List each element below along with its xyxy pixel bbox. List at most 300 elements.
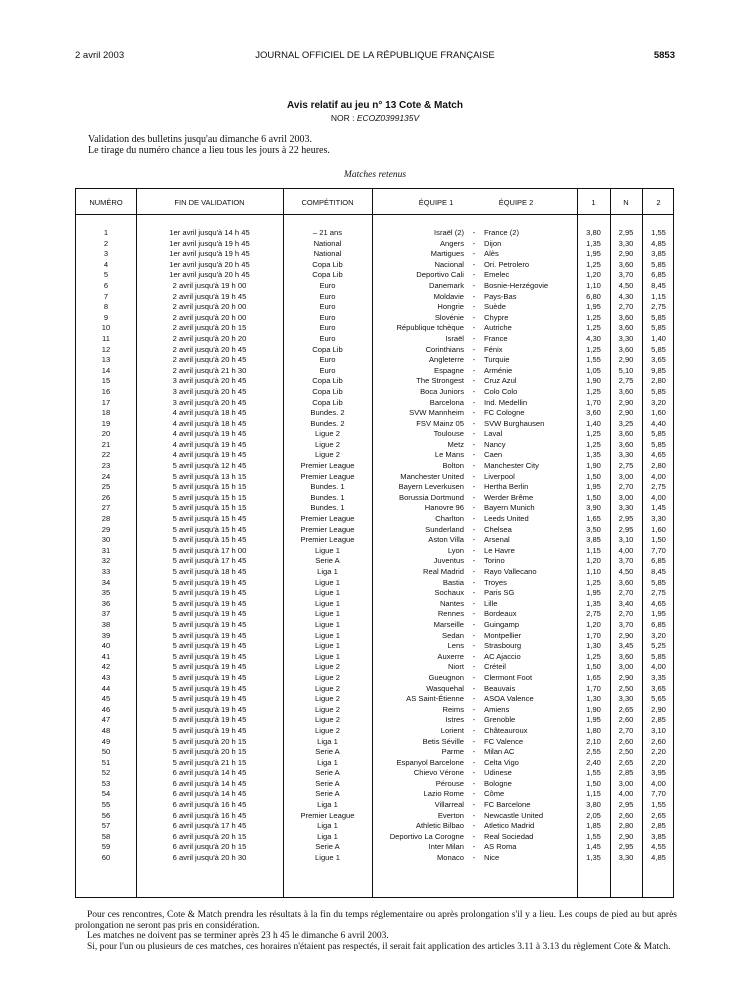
table-row xyxy=(76,472,673,483)
odds-1: 1,95 xyxy=(586,715,601,725)
odds-n: 3,00 xyxy=(618,662,634,672)
odds-2: 9,85 xyxy=(651,365,666,375)
match-number: 54 xyxy=(101,789,111,799)
team-separator: - xyxy=(472,535,476,545)
odds-2: 3,65 xyxy=(651,683,666,693)
odds-2: 3,20 xyxy=(651,630,666,640)
validation-end: 5 avril jusqu'à 15 h 45 xyxy=(172,514,247,524)
validation-end: 5 avril jusqu'à 19 h 45 xyxy=(172,588,247,598)
team-1: République tchèque xyxy=(396,323,464,333)
odds-n: 3,60 xyxy=(618,429,634,439)
table-row xyxy=(76,398,673,409)
column-header-fin-validation: FIN DE VALIDATION xyxy=(174,198,245,207)
odds-1: 2,05 xyxy=(586,810,601,820)
table-row xyxy=(76,673,673,684)
team-separator: - xyxy=(472,694,476,704)
odds-n: 3,30 xyxy=(618,694,634,704)
table-row xyxy=(76,546,673,557)
match-number: 19 xyxy=(101,418,111,428)
competition: Ligue 1 xyxy=(315,609,340,619)
column-header-equipe-1: ÉQUIPE 1 xyxy=(418,198,454,207)
team-separator: - xyxy=(472,853,476,863)
match-number: 15 xyxy=(101,376,111,386)
odds-2: 8,45 xyxy=(651,280,666,290)
odds-1: 1,90 xyxy=(586,376,601,386)
competition: Ligue 1 xyxy=(315,641,340,651)
table-caption: Matches retenus xyxy=(343,170,407,180)
team-2: Créteil xyxy=(484,662,506,672)
odds-1: 1,95 xyxy=(586,302,601,312)
team-2: Pays-Bas xyxy=(484,291,517,301)
odds-1: 1,95 xyxy=(586,249,601,259)
odds-1: 3,60 xyxy=(586,408,601,418)
odds-2: 4,85 xyxy=(651,853,666,863)
match-number: 24 xyxy=(101,471,111,481)
odds-2: 4,00 xyxy=(651,662,666,672)
odds-1: 1,20 xyxy=(586,556,601,566)
competition: – 21 ans xyxy=(312,228,343,237)
odds-2: 4,85 xyxy=(651,238,666,248)
odds-n: 3,40 xyxy=(618,598,634,608)
odds-1: 1,50 xyxy=(586,492,601,502)
table-row xyxy=(76,270,673,281)
validation-end: 5 avril jusqu'à 19 h 45 xyxy=(172,630,247,640)
match-number: 2 xyxy=(103,238,109,248)
team-separator: - xyxy=(472,524,476,534)
team-1: Bolton xyxy=(442,461,464,471)
odds-1: 3,50 xyxy=(586,524,601,534)
table-row xyxy=(76,429,673,440)
odds-2: 2,75 xyxy=(651,588,666,598)
team-separator: - xyxy=(472,651,476,661)
table-row xyxy=(76,419,673,430)
validation-end: 3 avril jusqu'à 20 h 45 xyxy=(172,386,247,396)
competition: Ligue 2 xyxy=(315,672,340,682)
match-number: 4 xyxy=(103,259,109,269)
team-separator: - xyxy=(472,789,476,799)
validation-end: 2 avril jusqu'à 20 h 45 xyxy=(172,355,247,365)
table-row xyxy=(76,652,673,663)
match-number: 38 xyxy=(101,619,111,629)
team-2: Beauvais xyxy=(484,683,516,693)
team-2: Turquie xyxy=(484,355,510,365)
odds-2: 5,85 xyxy=(651,312,666,322)
odds-n: 2,80 xyxy=(618,821,634,831)
team-separator: - xyxy=(472,747,476,757)
odds-2: 4,40 xyxy=(651,418,666,428)
match-number: 45 xyxy=(101,694,111,704)
match-number: 25 xyxy=(101,482,111,492)
odds-n: 4,30 xyxy=(618,291,634,301)
team-2: France (2) xyxy=(484,228,520,237)
match-number: 5 xyxy=(103,270,109,280)
column-header-1: 1 xyxy=(591,198,596,207)
odds-2: 5,85 xyxy=(651,323,666,333)
match-number: 40 xyxy=(101,641,111,651)
competition: Bundes. 2 xyxy=(310,408,345,418)
validation-end: 5 avril jusqu'à 17 h 45 xyxy=(172,556,247,566)
team-2: Nice xyxy=(484,853,500,863)
validation-end: 5 avril jusqu'à 19 h 45 xyxy=(172,598,247,608)
team-2: Manchester City xyxy=(484,461,539,471)
team-2: Hertha Berlin xyxy=(484,482,529,492)
team-separator: - xyxy=(472,471,476,481)
match-number: 8 xyxy=(103,302,109,312)
team-separator: - xyxy=(472,355,476,365)
team-separator: - xyxy=(472,238,476,248)
odds-n: 2,65 xyxy=(618,704,634,714)
odds-2: 1,55 xyxy=(651,228,666,237)
odds-2: 2,90 xyxy=(651,704,666,714)
odds-1: 1,50 xyxy=(586,778,601,788)
team-2: Bordeaux xyxy=(484,609,517,619)
team-1: Toulouse xyxy=(433,429,464,439)
table-row xyxy=(76,620,673,631)
header-date: 2 avril 2003 xyxy=(75,50,125,61)
team-separator: - xyxy=(472,249,476,259)
odds-1: 4,30 xyxy=(586,333,601,343)
table-row xyxy=(76,578,673,589)
odds-n: 3,70 xyxy=(618,270,634,280)
odds-1: 1,35 xyxy=(586,853,601,863)
match-number: 23 xyxy=(101,461,111,471)
competition: Ligue 2 xyxy=(315,450,340,460)
team-2: Real Sociedad xyxy=(484,831,534,841)
odds-n: 2,90 xyxy=(618,672,634,682)
odds-1: 1,35 xyxy=(586,238,601,248)
match-number: 55 xyxy=(101,800,111,810)
table-row xyxy=(76,789,673,800)
team-2: Autriche xyxy=(484,323,512,333)
validation-end: 2 avril jusqu'à 20 h 15 xyxy=(172,323,247,333)
team-1: Parme xyxy=(441,747,464,757)
team-2: Alès xyxy=(484,249,499,259)
team-separator: - xyxy=(472,397,476,407)
team-2: Caen xyxy=(484,450,503,460)
table-row xyxy=(76,482,673,493)
odds-2: 4,00 xyxy=(651,778,666,788)
table-row xyxy=(76,292,673,303)
competition: Premier League xyxy=(300,535,355,545)
odds-n: 2,90 xyxy=(618,630,634,640)
table-row xyxy=(76,609,673,620)
odds-2: 2,65 xyxy=(651,810,666,820)
odds-n: 2,90 xyxy=(618,408,634,418)
match-number: 34 xyxy=(101,577,111,587)
competition: Bundes. 1 xyxy=(310,482,345,492)
matches-rows xyxy=(76,228,673,864)
table-row xyxy=(76,758,673,769)
team-separator: - xyxy=(472,429,476,439)
competition: Serie A xyxy=(315,747,340,757)
odds-2: 2,80 xyxy=(651,461,666,471)
odds-1: 1,40 xyxy=(586,418,601,428)
team-2: Colo Colo xyxy=(484,386,518,396)
competition: Serie A xyxy=(315,842,340,852)
team-2: Grenoble xyxy=(484,715,516,725)
team-1: Nacional xyxy=(434,259,464,269)
validation-end: 1er avril jusqu'à 20 h 45 xyxy=(169,270,250,280)
odds-n: 2,95 xyxy=(618,800,634,810)
footer-paragraph: Si, pour l'un ou plusieurs de ces matches, ces horaires n'étaient pas respectés, il serait fait application des articles 3.11 à 3.13 du règlement Cote & Match. xyxy=(87,941,671,952)
validation-end: 5 avril jusqu'à 19 h 45 xyxy=(172,683,247,693)
validation-end: 5 avril jusqu'à 19 h 45 xyxy=(172,715,247,725)
odds-2: 3,10 xyxy=(651,725,666,735)
match-number: 12 xyxy=(101,344,111,354)
odds-n: 3,10 xyxy=(618,535,634,545)
odds-2: 2,85 xyxy=(651,821,666,831)
odds-1: 1,95 xyxy=(586,588,601,598)
team-1: Hongrie xyxy=(437,302,464,312)
odds-1: 1,50 xyxy=(586,662,601,672)
odds-1: 1,55 xyxy=(586,355,601,365)
team-separator: - xyxy=(472,418,476,428)
match-number: 27 xyxy=(101,503,111,513)
team-separator: - xyxy=(472,609,476,619)
validation-end: 5 avril jusqu'à 21 h 15 xyxy=(172,757,247,767)
odds-2: 1,45 xyxy=(651,503,666,513)
table-row xyxy=(76,535,673,546)
intro-text xyxy=(88,134,678,156)
team-2: Bayern Munich xyxy=(484,503,535,513)
odds-n: 2,70 xyxy=(618,609,634,619)
team-separator: - xyxy=(472,800,476,810)
odds-1: 1,25 xyxy=(586,312,601,322)
odds-n: 3,60 xyxy=(618,577,634,587)
odds-n: 2,50 xyxy=(618,747,634,757)
team-1: Nantes xyxy=(439,598,464,608)
odds-2: 3,20 xyxy=(651,397,666,407)
validation-end: 3 avril jusqu'à 20 h 45 xyxy=(172,397,247,407)
odds-2: 2,20 xyxy=(651,757,666,767)
team-1: Villarreal xyxy=(434,800,464,810)
team-1: Athletic Bilbao xyxy=(415,821,464,831)
team-2: Chypre xyxy=(484,312,509,322)
odds-n: 3,60 xyxy=(618,386,634,396)
odds-2: 2,20 xyxy=(651,747,666,757)
team-separator: - xyxy=(472,641,476,651)
team-separator: - xyxy=(472,259,476,269)
validation-end: 2 avril jusqu'à 20 h 20 xyxy=(172,333,247,343)
team-2: Emelec xyxy=(484,270,510,280)
validation-end: 5 avril jusqu'à 15 h 15 xyxy=(172,503,247,513)
team-2: Clermont Foot xyxy=(484,672,533,682)
team-1: Charlton xyxy=(435,514,464,524)
team-separator: - xyxy=(472,630,476,640)
table-row xyxy=(76,779,673,790)
odds-n: 3,00 xyxy=(618,778,634,788)
team-2: Milan AC xyxy=(484,747,515,757)
odds-2: 5,85 xyxy=(651,439,666,449)
team-1: Hanovre 96 xyxy=(424,503,464,513)
team-separator: - xyxy=(472,725,476,735)
validation-end: 5 avril jusqu'à 13 h 15 xyxy=(172,471,247,481)
match-number: 28 xyxy=(101,514,111,524)
match-number: 60 xyxy=(101,853,111,863)
odds-1: 1,25 xyxy=(586,259,601,269)
odds-2: 5,85 xyxy=(651,386,666,396)
team-2: Laval xyxy=(484,429,503,439)
odds-2: 3,95 xyxy=(651,768,666,778)
team-separator: - xyxy=(472,492,476,502)
table-row xyxy=(76,567,673,578)
team-2: SVW Burghausen xyxy=(484,418,545,428)
team-1: Metz xyxy=(447,439,464,449)
match-number: 33 xyxy=(101,567,111,576)
team-1: Istres xyxy=(445,715,464,725)
table-row xyxy=(76,228,673,239)
odds-n: 2,50 xyxy=(618,683,634,693)
odds-1: 1,20 xyxy=(586,619,601,629)
team-2: Atletico Madrid xyxy=(484,821,535,831)
match-number: 52 xyxy=(101,768,111,778)
team-2: Torino xyxy=(484,556,505,566)
odds-2: 5,85 xyxy=(651,344,666,354)
team-1: Bastia xyxy=(442,577,464,587)
team-separator: - xyxy=(472,280,476,290)
table-row xyxy=(76,853,673,864)
competition: Bundes. 1 xyxy=(310,503,345,513)
team-1: Slovénie xyxy=(434,312,464,322)
odds-n: 2,95 xyxy=(618,524,634,534)
odds-1: 1,70 xyxy=(586,397,601,407)
matches-table xyxy=(75,188,674,898)
competition: Ligue 2 xyxy=(315,715,340,725)
team-2: Troyes xyxy=(484,577,507,587)
validation-end: 4 avril jusqu'à 19 h 45 xyxy=(172,439,247,449)
odds-n: 3,60 xyxy=(618,439,634,449)
odds-2: 5,85 xyxy=(651,429,666,439)
odds-n: 2,60 xyxy=(618,810,634,820)
team-2: FC Barcelone xyxy=(484,800,531,810)
team-2: Fénix xyxy=(484,344,503,354)
team-1: Lorient xyxy=(440,725,464,735)
team-1: Rennes xyxy=(437,609,464,619)
team-1: Chievo Vérone xyxy=(413,768,464,778)
odds-2: 6,85 xyxy=(651,556,666,566)
team-2: Suède xyxy=(484,302,506,312)
odds-2: 1,95 xyxy=(651,609,666,619)
validation-end: 2 avril jusqu'à 19 h 45 xyxy=(172,291,247,301)
team-1: Betis Séville xyxy=(422,736,464,746)
match-number: 53 xyxy=(101,778,111,788)
table-row xyxy=(76,694,673,705)
team-1: Israël (2) xyxy=(434,228,464,237)
team-1: Sochaux xyxy=(434,588,464,598)
team-separator: - xyxy=(472,365,476,375)
team-1: Sunderland xyxy=(425,524,464,534)
odds-1: 1,15 xyxy=(586,789,601,799)
competition: Ligue 2 xyxy=(315,725,340,735)
column-header-2: 2 xyxy=(656,198,661,207)
odds-1: 1,90 xyxy=(586,461,601,471)
team-2: Rayo Vallecano xyxy=(484,567,537,576)
table-row xyxy=(76,821,673,832)
table-row xyxy=(76,556,673,567)
match-number: 6 xyxy=(103,280,109,290)
odds-2: 2,85 xyxy=(651,715,666,725)
team-separator: - xyxy=(472,810,476,820)
team-1: Sedan xyxy=(442,630,464,640)
header-journal: JOURNAL OFFICIEL DE LA RÉPUBLIQUE FRANÇAISE xyxy=(255,50,495,61)
team-1: FSV Mainz 05 xyxy=(416,418,464,428)
competition: Copa Lib xyxy=(312,270,343,280)
odds-n: 5,10 xyxy=(618,365,634,375)
validation-end: 5 avril jusqu'à 19 h 45 xyxy=(172,609,247,619)
header-rule xyxy=(76,214,673,215)
odds-1: 1,25 xyxy=(586,323,601,333)
odds-1: 2,75 xyxy=(586,609,601,619)
footer-paragraph: Pour ces rencontres, Cote & Match prendra les résultats à la fin du temps réglementaire ou après prolongation s'il y a lieu. Les coups de pied au but après prolongation ne seront pas pris en considération. xyxy=(75,910,677,931)
team-1: Juventus xyxy=(433,556,464,566)
match-number: 7 xyxy=(103,291,109,301)
match-number: 11 xyxy=(102,333,110,343)
team-1: Reims xyxy=(442,704,464,714)
competition: Liga 1 xyxy=(317,736,338,746)
competition: Liga 1 xyxy=(317,757,338,767)
table-row xyxy=(76,366,673,377)
table-row xyxy=(76,334,673,345)
team-1: Israël xyxy=(445,333,464,343)
table-row xyxy=(76,355,673,366)
odds-2: 1,50 xyxy=(651,535,666,545)
odds-n: 3,30 xyxy=(618,450,634,460)
odds-n: 2,70 xyxy=(618,588,634,598)
odds-n: 4,50 xyxy=(618,567,634,576)
team-1: Corinthians xyxy=(425,344,464,354)
odds-n: 2,85 xyxy=(618,768,634,778)
validation-end: 4 avril jusqu'à 19 h 45 xyxy=(172,429,247,439)
validation-end: 5 avril jusqu'à 19 h 45 xyxy=(172,619,247,629)
team-1: Espanyol Barcelone xyxy=(396,757,464,767)
odds-n: 2,90 xyxy=(618,831,634,841)
team-separator: - xyxy=(472,842,476,852)
team-1: Barcelona xyxy=(429,397,464,407)
team-separator: - xyxy=(472,302,476,312)
team-1: Manchester United xyxy=(400,471,464,481)
table-row xyxy=(76,768,673,779)
validation-end: 2 avril jusqu'à 21 h 30 xyxy=(172,365,247,375)
competition: Ligue 1 xyxy=(315,630,340,640)
team-separator: - xyxy=(472,228,476,237)
validation-end: 5 avril jusqu'à 18 h 45 xyxy=(172,567,247,576)
table-row xyxy=(76,493,673,504)
match-number: 51 xyxy=(101,757,111,767)
team-2: Cruz Azul xyxy=(484,376,517,386)
match-number: 22 xyxy=(101,450,111,460)
team-separator: - xyxy=(472,757,476,767)
match-number: 58 xyxy=(101,831,111,841)
validation-end: 5 avril jusqu'à 15 h 45 xyxy=(172,535,247,545)
odds-1: 1,85 xyxy=(586,821,601,831)
odds-1: 1,65 xyxy=(586,672,601,682)
match-number: 48 xyxy=(101,725,111,735)
nor-line xyxy=(75,113,675,123)
validation-end: 1er avril jusqu'à 14 h 45 xyxy=(169,228,250,237)
team-separator: - xyxy=(472,270,476,280)
validation-end: 1er avril jusqu'à 20 h 45 xyxy=(169,259,250,269)
team-1: Deportivo La Corogne xyxy=(389,831,464,841)
table-row xyxy=(76,408,673,419)
table-row xyxy=(76,715,673,726)
match-number: 9 xyxy=(103,312,109,322)
team-separator: - xyxy=(472,439,476,449)
match-number: 46 xyxy=(101,704,111,714)
match-number: 14 xyxy=(101,365,111,375)
validation-end: 1er avril jusqu'à 19 h 45 xyxy=(169,238,250,248)
match-number: 16 xyxy=(101,386,111,396)
match-number: 39 xyxy=(101,630,111,640)
